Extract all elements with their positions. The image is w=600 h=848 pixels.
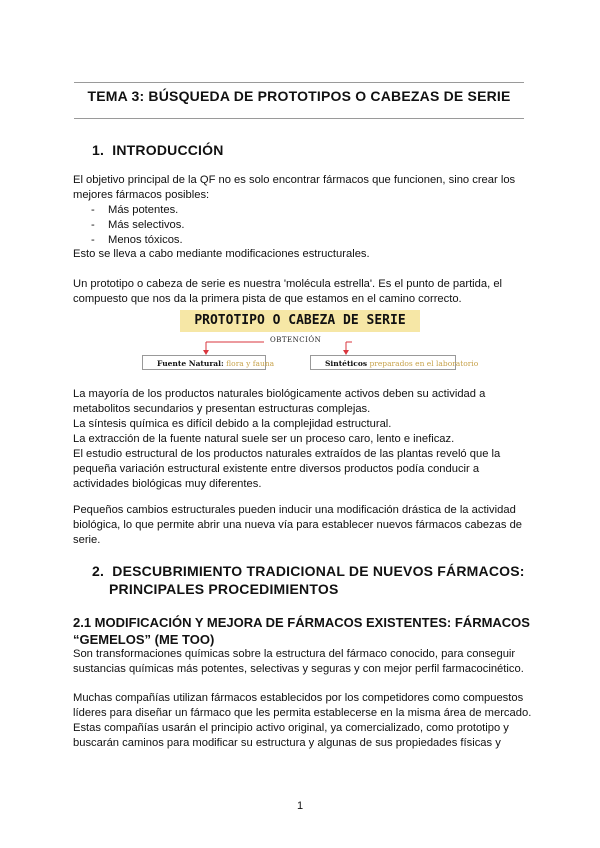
top-rule bbox=[74, 82, 524, 83]
synthetic-box: Sintéticos preparados en el laboratorio bbox=[310, 355, 456, 370]
section-number: 1. bbox=[92, 142, 105, 158]
figure-main-label: PROTOTIPO O CABEZA DE SERIE bbox=[180, 310, 420, 332]
list-item: - Más potentes. bbox=[91, 204, 179, 216]
page-title: TEMA 3: BÚSQUEDA DE PROTOTIPOS O CABEZAS DE SERIE bbox=[87, 88, 511, 104]
natural-products-paragraph: La mayoría de los productos naturales biológicamente activos deben su actividad a metabolitos secundarios y presentan estructuras complejas. La síntesis química es difícil debido a la complejidad estructural. La extracción de la fuente natural suele ser un proceso caro, lento e ineficaz. El estudio estructural de los productos naturales extraídos de las plantas reveló que la pequeña variación estructural existente entre diversos productos podía conducir a actividades biológicas muy diferentes. bbox=[73, 388, 501, 490]
section-title: INTRODUCCIÓN bbox=[112, 142, 224, 158]
list-item: - Más selectivos. bbox=[91, 219, 185, 231]
page-number: 1 bbox=[296, 800, 304, 812]
prototype-paragraph: Un prototipo o cabeza de serie es nuestra 'molécula estrella'. Es el punto de partida, el compuesto que nos da la primera pista de que estamos en el camino correcto. bbox=[73, 278, 503, 305]
me-too-paragraph: Son transformaciones químicas sobre la estructura del fármaco conocido, para conseguir sustancias químicas más potentes, selectivas y seguras y con mejor perfil farmacocinético. bbox=[73, 648, 524, 675]
natural-source-box: Fuente Natural: flora y fauna bbox=[142, 355, 266, 370]
list-item: - Menos tóxicos. bbox=[91, 234, 183, 246]
section-2-heading: 2. DESCUBRIMIENTO TRADICIONAL DE NUEVOS FÁRMACOS: PRINCIPALES PROCEDIMIENTOS bbox=[92, 563, 525, 597]
companies-paragraph: Muchas compañías utilizan fármacos establecidos por los competidores como compuestos líderes para diseñar un fármaco que les permita establecerse en la misma área de mercado. Estas compañías usarán el principio activo original, ya comercializado, como prototipo y buscarán caminos para modificar su estructura y algunas de sus propiedades físicas y bbox=[73, 692, 532, 749]
prototype-figure bbox=[142, 310, 479, 372]
title-rule bbox=[74, 118, 524, 119]
subsection-2-1-heading: 2.1 MODIFICACIÓN Y MEJORA DE FÁRMACOS EXISTENTES: FÁRMACOS “GEMELOS” (ME TOO) bbox=[73, 615, 530, 647]
section-1-heading bbox=[92, 141, 224, 159]
section-number: 2. bbox=[92, 563, 105, 579]
figure-sub-label: OBTENCIÓN bbox=[270, 336, 322, 344]
intro-paragraph: El objetivo principal de la QF no es solo encontrar fármacos que funcionen, sino crear los mejores fármacos posibles: bbox=[73, 174, 516, 201]
intro-paragraph-end: Esto se lleva a cabo mediante modificaciones estructurales. bbox=[73, 248, 370, 260]
structural-changes-paragraph: Pequeños cambios estructurales pueden inducir una modificación drástica de la actividad biológica, lo que permite abrir una nueva vía para establecer nuevos fármacos cabezas de serie. bbox=[73, 504, 523, 546]
